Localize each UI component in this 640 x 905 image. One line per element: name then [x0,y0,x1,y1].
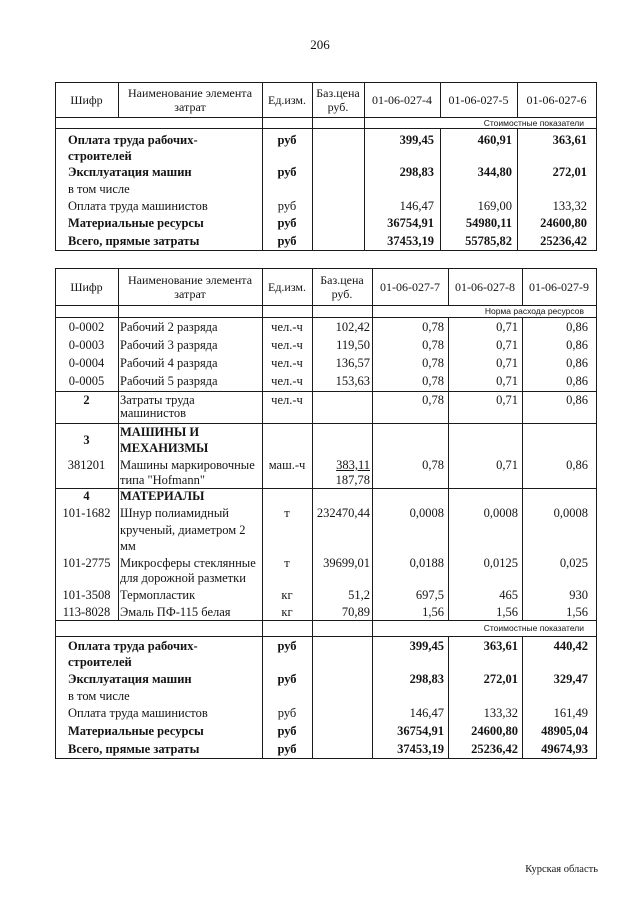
cost-row-value: 440,42 [553,639,588,653]
resource-unit: чел.-ч [271,374,303,388]
table-rule-vertical [372,268,373,305]
resource-norm-value: 1,56 [496,605,518,619]
cost-row-name: Всего, прямые затраты [68,742,200,756]
table-rule-vertical [448,317,449,620]
resource-base-price: 51,2 [348,588,370,602]
header-column-code: 01-06-027-6 [526,92,587,107]
table-rule-horizontal [55,758,597,759]
header-column-code: 01-06-027-4 [372,92,432,107]
cost-row-value: 399,45 [399,133,434,147]
cost-row-unit: руб [277,234,297,248]
header-unit: Ед.изм. [267,92,307,107]
resource-code: 113-8028 [62,605,111,619]
resource-code: 0-0005 [68,374,105,388]
table-rule-vertical [262,305,263,758]
cost-row-name: Эксплуатация машин [68,672,192,686]
resource-code: 0-0004 [68,356,105,370]
header-column-code: 01-06-027-5 [448,92,509,107]
cost-row-value: 272,01 [552,165,587,179]
table-rule-vertical [118,268,119,305]
resource-norm-value: 0,0008 [553,506,588,520]
cost-row-value: 55785,82 [465,234,512,248]
cost-row-unit: руб [277,672,297,686]
resource-norm-value: 0,78 [422,320,444,334]
resource-base-price: 39699,01 [323,555,370,570]
cost-row-name: Оплата труда рабочих-строителей [68,639,198,669]
resource-code: 101-3508 [62,588,111,602]
resource-norm-value: 0,86 [566,392,588,407]
cost-row-unit: руб [277,742,297,756]
resource-code: 381201 [67,458,106,472]
cost-row-name: Материальные ресурсы [68,216,204,230]
cost-row-value: 37453,19 [387,234,434,248]
cost-row-unit: руб [277,133,297,147]
resource-name: Машины маркировочные типа "Hofmann" [120,458,255,487]
table-rule-vertical [522,317,523,620]
table-rule-horizontal [55,391,597,392]
cost-row-name: в том числе [68,689,130,703]
cost-row-name: Всего, прямые затраты [68,234,200,248]
resource-code: 4 [83,489,90,503]
resource-norm-value: 0,0125 [483,555,518,570]
table-rule-horizontal [55,488,597,489]
resource-norm-value: 0,86 [566,458,588,472]
cost-row-value: 161,49 [553,706,588,720]
resource-norm-value: 0,86 [566,356,588,370]
header-unit: Ед.изм. [267,279,307,294]
cost-row-value: 36754,91 [397,724,444,738]
cost-row-value: 37453,19 [397,742,444,756]
resource-name: Рабочий 2 разряда [120,320,218,334]
resource-unit: т [284,555,290,570]
resource-norm-value: 1,56 [422,605,444,619]
cost-row-name: Эксплуатация машин [68,165,192,179]
table-rule-horizontal [55,317,597,318]
cost-row-value: 54980,11 [465,216,512,230]
resource-unit: кг [281,605,293,619]
resource-norm-value: 0,78 [422,356,444,370]
resource-norm-value: 0,71 [496,392,518,407]
cost-row-unit: руб [277,724,297,738]
resource-name: Рабочий 4 разряда [120,356,218,370]
table-rule-vertical [372,305,373,758]
resource-norm-value: 930 [569,588,588,602]
resource-code: 2 [83,392,90,407]
header-column-code: 01-06-027-7 [380,279,440,294]
resource-norm-value: 697,5 [415,588,444,602]
resource-norm-value: 0,86 [566,338,588,352]
resource-unit: маш.-ч [268,458,306,472]
resource-name: Шнур полиамидный крученый, диаметром 2 мм [120,506,246,553]
cost-row-value: 25236,42 [471,742,518,756]
resource-norm-value: 0,78 [422,338,444,352]
cost-row-value: 49674,93 [541,742,588,756]
cost-row-value: 48905,04 [541,724,588,738]
cost-row-unit: руб [277,639,297,653]
cost-row-value: 298,83 [409,672,444,686]
cost-row-value: 133,32 [552,199,587,213]
cost-row-value: 460,91 [477,133,512,147]
resource-norm-value: 0,71 [496,320,518,334]
header-base-price: Баз.цена руб. [320,272,364,301]
cost-section-label: Стоимостные показатели [483,118,584,128]
resource-base-price: 70,89 [341,605,370,619]
table-rule-horizontal [55,636,597,637]
resource-norm-value: 0,78 [422,374,444,388]
resource-name: Рабочий 3 разряда [120,338,218,352]
cost-row-unit: руб [277,706,297,720]
region-footer: Курская область [525,864,598,875]
resource-base-price-alt: 187,78 [335,473,370,487]
cost-row-value: 363,61 [483,639,518,653]
resource-norm-value: 1,56 [566,605,588,619]
resource-name: Эмаль ПФ-115 белая [120,605,231,619]
header-code: Шифр [70,92,103,107]
resource-base-price: 383,11 [336,458,370,472]
resource-norm-value: 0,025 [559,555,588,570]
table-rule-vertical [312,305,313,758]
resource-norm-value: 465 [499,588,518,602]
cost-section-label: Стоимостные показатели [483,623,584,633]
cost-row-unit: руб [277,165,297,179]
cost-row-value: 298,83 [399,165,434,179]
cost-row-value: 272,01 [483,672,518,686]
resource-norm-value: 0,71 [496,356,518,370]
table-rule-horizontal [55,620,597,621]
cost-row-value: 133,32 [483,706,518,720]
cost-row-value: 24600,80 [471,724,518,738]
resource-name: МАТЕРИАЛЫ [120,489,205,503]
resource-name: МАШИНЫ И МЕХАНИЗМЫ [120,425,209,455]
table-rule-vertical [596,268,597,759]
header-code: Шифр [70,279,103,294]
cost-row-name: Оплата труда рабочих-строителей [68,133,198,163]
table-rule-vertical [522,636,523,758]
resource-base-price: 232470,44 [316,506,370,520]
resource-norm-value: 0,71 [496,374,518,388]
header-base-price: Баз.цена руб. [316,85,360,114]
cost-row-value: 36754,91 [387,216,434,230]
resource-norm-value: 0,0008 [483,506,518,520]
cost-row-name: Материальные ресурсы [68,724,204,738]
cost-row-value: 146,47 [409,706,444,720]
header-name: Наименование элемента затрат [127,85,253,114]
table-rule-vertical [262,268,263,305]
resource-code: 101-1682 [62,506,111,520]
resource-base-price: 136,57 [335,356,370,370]
resource-name: Микросферы стеклянные для дорожной разметки [120,555,256,585]
table-rule-horizontal [55,305,597,306]
cost-row-name: Оплата труда машинистов [68,199,208,213]
cost-row-value: 24600,80 [540,216,587,230]
resource-name: Затраты труда машинистов [120,392,195,420]
resource-base-price: 102,42 [335,320,370,334]
table-rule-vertical [312,268,313,305]
cost-row-value: 344,80 [477,165,512,179]
resource-norm-value: 0,78 [422,392,444,407]
resource-unit: чел.-ч [271,338,303,352]
resource-unit: т [284,506,290,520]
header-name: Наименование элемента затрат [127,272,253,301]
table-rule-vertical [448,268,449,305]
resource-base-price: 153,63 [335,374,370,388]
resource-code: 3 [83,433,90,447]
table-rule-vertical [522,268,523,305]
norm-section-label: Норма расхода ресурсов [484,306,584,316]
table-rule-horizontal [55,423,597,424]
cost-row-unit: руб [277,199,297,213]
resource-norm-value: 0,71 [496,338,518,352]
page-number: 206 [310,37,330,52]
cost-row-name: в том числе [68,182,130,196]
cost-row-value: 146,47 [399,199,434,213]
resource-code: 0-0002 [68,320,105,334]
resource-name: Термопластик [120,588,196,602]
header-column-code: 01-06-027-8 [455,279,515,294]
resource-norm-value: 0,78 [422,458,444,472]
resource-unit: чел.-ч [271,392,303,407]
cost-row-value: 25236,42 [540,234,587,248]
resource-norm-value: 0,86 [566,374,588,388]
cost-row-name: Оплата труда машинистов [68,706,208,720]
cost-row-value: 363,61 [552,133,587,147]
resource-norm-value: 0,0008 [409,506,444,520]
table-rule-vertical [448,636,449,758]
resource-norm-value: 0,0188 [409,555,444,570]
resource-norm-value: 0,86 [566,320,588,334]
cost-row-value: 169,00 [477,199,512,213]
resource-code: 101-2775 [62,555,111,570]
resource-unit: чел.-ч [271,320,303,334]
cost-row-unit: руб [277,216,297,230]
resource-code: 0-0003 [68,338,105,352]
resource-unit: чел.-ч [271,356,303,370]
cost-row-value: 329,47 [553,672,588,686]
resource-name: Рабочий 5 разряда [120,374,218,388]
resource-norm-value: 0,71 [496,458,518,472]
table-rule-horizontal [55,268,597,269]
header-column-code: 01-06-027-9 [529,279,589,294]
table-rule-vertical [118,305,119,620]
cost-row-value: 399,45 [409,639,444,653]
resource-base-price: 119,50 [336,338,370,352]
resource-unit: кг [281,588,293,602]
table-rule-vertical [55,268,56,759]
